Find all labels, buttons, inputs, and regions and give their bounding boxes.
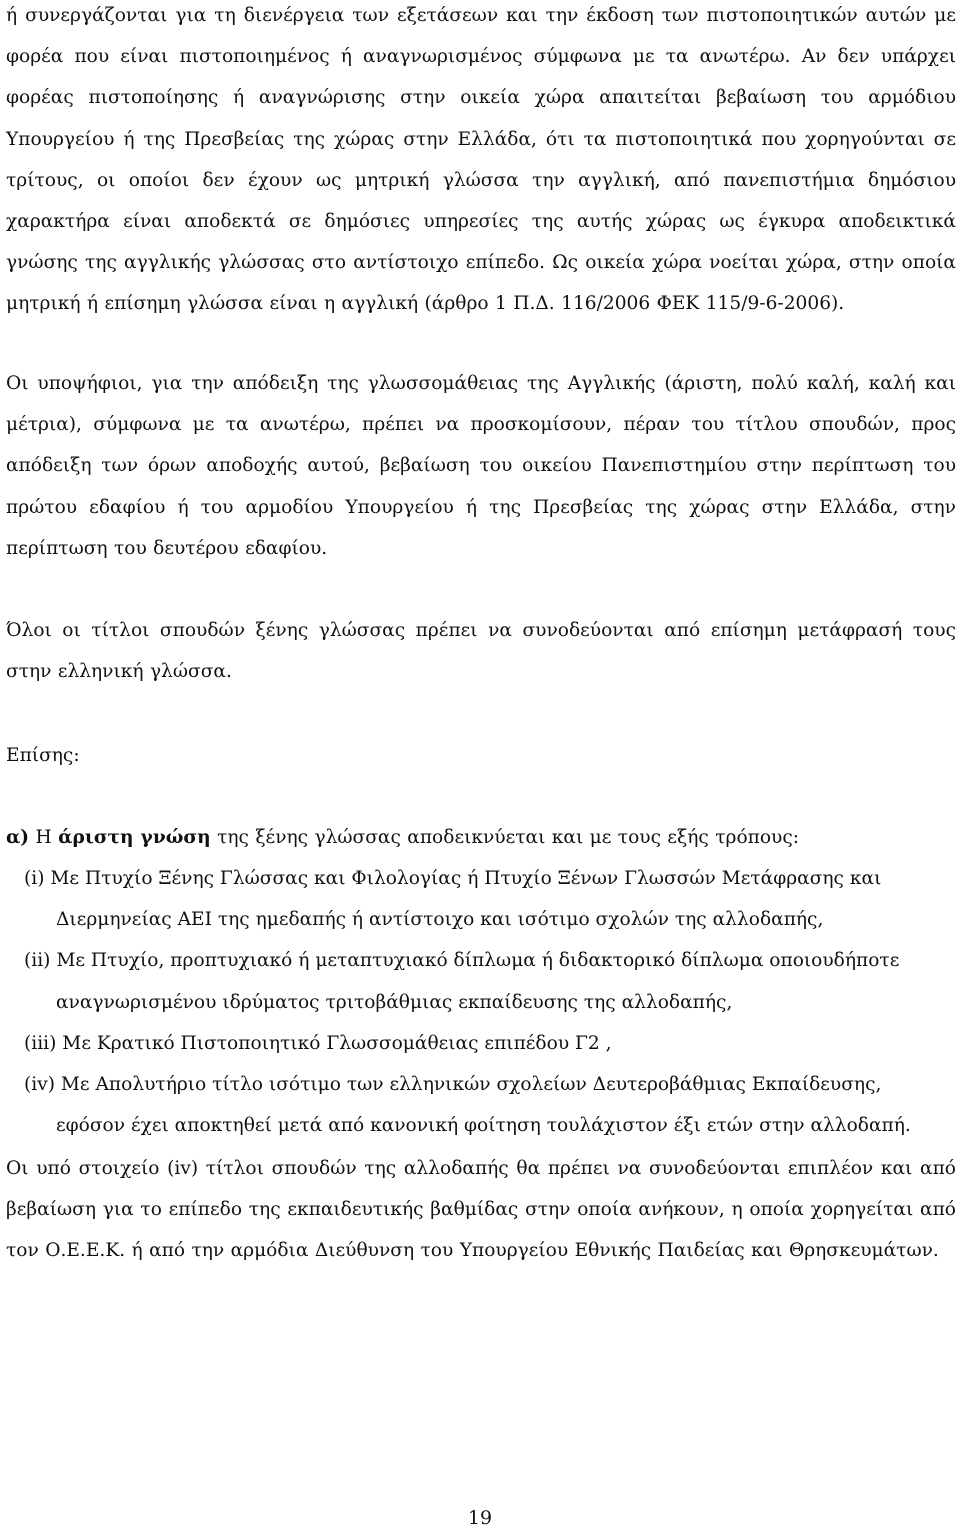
- list-item-line2: Διερμηνείας ΑΕΙ της ημεδαπής ή αντίστοιχο και ισότιμο σχολών της αλλοδαπής,: [56, 909, 824, 931]
- list-item-line2: αναγνωρισμένου ιδρύματος τριτοβάθμιας εκπαίδευσης της αλλοδαπής,: [56, 991, 733, 1013]
- paragraph-2: Οι υποψήφιοι, για την απόδειξη της γλωσσομάθειας της Αγγλικής (άριστη, πολύ καλή, καλή και μέτρια), σύμφωνα με τα ανωτέρω, πρέπει να προσκομίσουν, πέραν του τίτλου σπουδών, προς απόδειξη των όρων αποδοχής αυτού, βεβαίωση του οικείου Πανεπιστημίου στην περίπτωση του πρώτου εδαφίου ή του αρμοδίου Υπουργείου ή της Πρεσβείας της χώρας στην Ελλάδα, στην περίπτωση του δευτέρου εδαφίου.: [6, 373, 956, 559]
- paragraph-5-pre: Η: [29, 827, 59, 848]
- list-item-line1: Με Πτυχίο, προπτυχιακό ή μεταπτυχιακό δίπλωμα ή διδακτορικό δίπλωμα οποιουδήποτε: [56, 950, 900, 972]
- list-item-label: (ii): [24, 950, 51, 972]
- list-item: [24, 858, 958, 940]
- paragraph-5-prefix: α): [6, 827, 30, 848]
- list-item: [24, 940, 958, 1022]
- paragraph-3: Όλοι οι τίτλοι σπουδών ξένης γλώσσας πρέπει να συνοδεύονται από επίσημη μετάφρασή τους στην ελληνική γλώσσα.: [6, 620, 956, 683]
- list-item-line2: εφόσον έχει αποκτηθεί μετά από κανονική φοίτηση τουλάχιστον έξι ετών στην αλλοδαπή.: [56, 1115, 911, 1137]
- list-item-line1: Με Κρατικό Πιστοποιητικό Γλωσσομάθειας επιπέδου Γ2 ,: [62, 1032, 612, 1054]
- list-item-label: (i): [24, 868, 45, 889]
- list-item-label: (iii): [24, 1032, 57, 1054]
- page-number: 19: [467, 1507, 493, 1529]
- paragraph-4: Επίσης:: [6, 745, 80, 766]
- ways-list: [24, 858, 958, 1146]
- list-item-line1: Με Πτυχίο Ξένης Γλώσσας και Φιλολογίας ή Πτυχίο Ξένων Γλωσσών Μετάφρασης και: [50, 868, 882, 889]
- list-item: [24, 1064, 958, 1146]
- list-item-line1: Με Απολυτήριο τίτλο ισότιμο των ελληνικών σχολείων Δευτεροβάθμιας Εκπαίδευσης,: [60, 1074, 882, 1096]
- list-item-label: (iv): [24, 1074, 55, 1096]
- paragraph-5: [6, 817, 956, 858]
- list-item: [24, 1023, 958, 1064]
- paragraph-5-bold: άριστη γνώση: [58, 827, 211, 848]
- paragraph-5-rest: της ξένης γλώσσας αποδεικνύεται και με τους εξής τρόπους:: [210, 827, 800, 848]
- paragraph-1: ή συνεργάζονται για τη διενέργεια των εξετάσεων και την έκδοση των πιστοποιητικών αυτών με φορέα που είναι πιστοποιημένος ή αναγνωρισμένος σύμφωνα με τα ανωτέρω. Αν δεν υπάρχει φορέας πιστοποίησης ή αναγνώρισης στην οικεία χώρα απαιτείται βεβαίωση του αρμόδιου Υπουργείου ή της Πρεσβείας της χώρας στην Ελλάδα, ότι τα πιστοποιητικά που χορηγούνται σε τρίτους, οι οποίοι δεν έχουν ως μητρική γλώσσα την αγγλική, από πανεπιστήμια δημόσιου χαρακτήρα είναι αποδεκτά σε δημόσιες υπηρεσίες της αυτής χώρας ως έγκυρα αποδεικτικά γνώσης της αγγλικής γλώσσας στο αντίστοιχο επίπεδο. Ως οικεία χώρα νοείται χώρα, στην οποία μητρική ή επίσημη γλώσσα είναι η αγγλική (άρθρο 1 Π.Δ. 116/2006 ΦΕΚ 115/9-6-2006).: [6, 5, 956, 315]
- paragraph-6: Οι υπό στοιχείο (iv) τίτλοι σπουδών της αλλοδαπής θα πρέπει να συνοδεύονται επιπλέον και από βεβαίωση για το επίπεδο της εκπαιδευτικής βαθμίδας στην οποία ανήκουν, η οποία χορηγείται από τον Ο.Ε.Ε.Κ. ή από την αρμόδια Διεύθυνση του Υπουργείου Εθνικής Παιδείας και Θρησκευμάτων.: [6, 1158, 956, 1262]
